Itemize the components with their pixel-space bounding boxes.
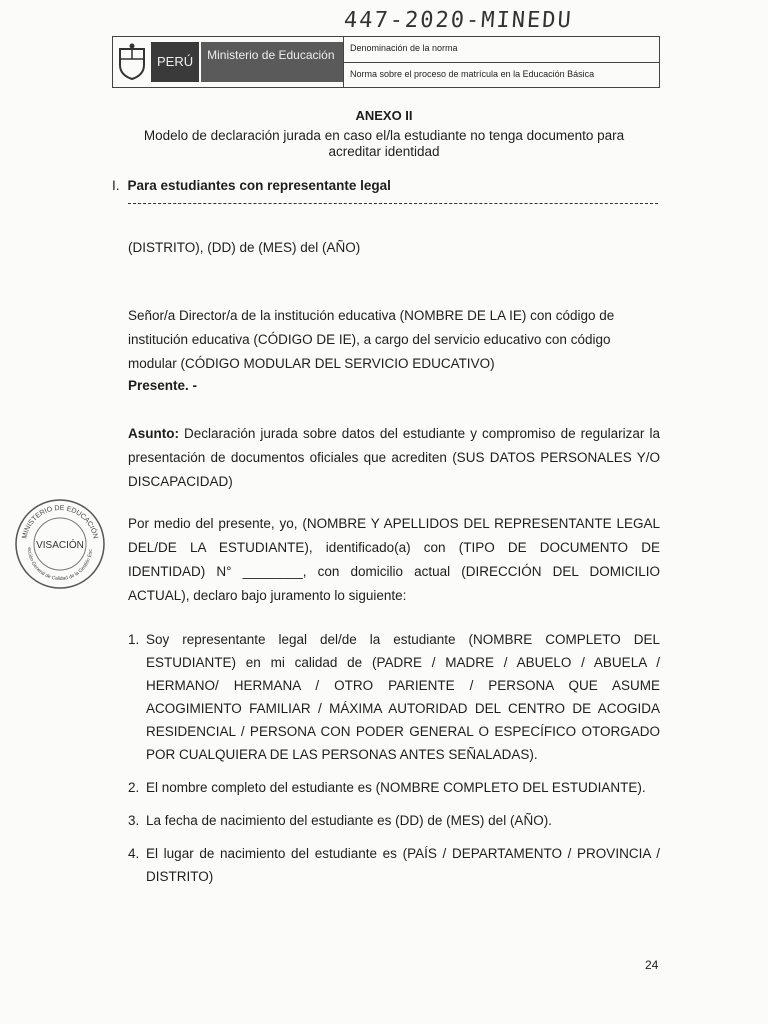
- norm-label: Denominación de la norma: [344, 37, 659, 63]
- section-heading: [112, 178, 391, 193]
- logo-peru-label: PERÚ: [151, 42, 199, 82]
- date-line: (DISTRITO), (DD) de (MES) del (AÑO): [128, 240, 361, 255]
- subject-label: Asunto:: [128, 426, 179, 441]
- subject-paragraph: [128, 422, 660, 494]
- document-header: [112, 36, 660, 88]
- dashed-divider: [128, 203, 658, 204]
- list-item: 3. La fecha de nacimiento del estudiante es (DD) de (MES) del (AÑO).: [128, 813, 552, 828]
- addressee-paragraph: Señor/a Director/a de la institución educativa (NOMBRE DE LA IE) con código de institución educativa (CÓDIGO DE IE), a cargo del servicio educativo con código modular (CÓDIGO MODULAR DEL SERVICIO EDUCATIVO): [128, 308, 615, 371]
- list-item: 4. El lugar de nacimiento del estudiante es (PAÍS / DEPARTAMENTO / PROVINCIA / DISTRITO): [128, 846, 660, 884]
- norm-title: Norma sobre el proceso de matrícula en la Educación Básica: [350, 68, 595, 79]
- section-title: Para estudiantes con representante legal: [127, 178, 391, 193]
- presente-line: Presente. -: [128, 378, 198, 393]
- section-number: I.: [112, 178, 120, 193]
- resolution-number: 447-2020-MINEDU: [343, 8, 574, 33]
- stamp-top-text: MINISTERIO DE EDUCACIÓN: [21, 504, 99, 540]
- declaration-list: [128, 628, 660, 898]
- annex-title: ANEXO II: [355, 108, 413, 123]
- list-item: 2. El nombre completo del estudiante es (NOMBRE COMPLETO DEL ESTUDIANTE).: [128, 780, 646, 795]
- annex-subtitle: Modelo de declaración jurada en caso el/la estudiante no tenga documento para acreditar identidad: [143, 128, 625, 159]
- logo-ministry-label: Ministerio de Educación: [199, 42, 343, 82]
- peru-shield-icon: [113, 39, 151, 85]
- subject-text: Declaración jurada sobre datos del estudiante y compromiso de regularizar la presentación de documentos oficiales que acrediten (SUS DATOS PERSONALES Y/O DISCAPACIDAD): [128, 426, 660, 489]
- ministry-logo: [113, 37, 344, 87]
- page-number: 24: [645, 958, 659, 972]
- list-item: 1. Soy representante legal del/de la estudiante (NOMBRE COMPLETO DEL ESTUDIANTE) en mi calidad de (PADRE / MADRE / ABUELO / ABUELA / HERMANO/ HERMANA / OTRO PARIENTE / PERSONA QUE ASUME ACOGIMIENTO FAMILIAR / MÁXIMA AUTORIDAD DEL CENTRO DE ACOGIDA RESIDENCIAL / PERSONA CON PODER GENERAL O ESPECÍFICO OTORGADO POR CUALQUIERA DE LAS PERSONAS ANTES SEÑALADAS).: [128, 632, 660, 762]
- stamp-center-text: VISACIÓN: [36, 540, 84, 551]
- stamp-bottom-text: ección General de Calidad de la Gestión Esc: [25, 547, 94, 583]
- intro-paragraph: Por medio del presente, yo, (NOMBRE Y APELLIDOS DEL REPRESENTANTE LEGAL DEL/DE LA ESTUDIANTE), identificado(a) con (TIPO DE DOCUMENTO DE IDENTIDAD) N° ________, con domicilio actual (DIRECCIÓN DEL DOMICILIO ACTUAL), declaro bajo juramento lo siguiente:: [128, 516, 660, 603]
- visacion-stamp: [14, 498, 106, 595]
